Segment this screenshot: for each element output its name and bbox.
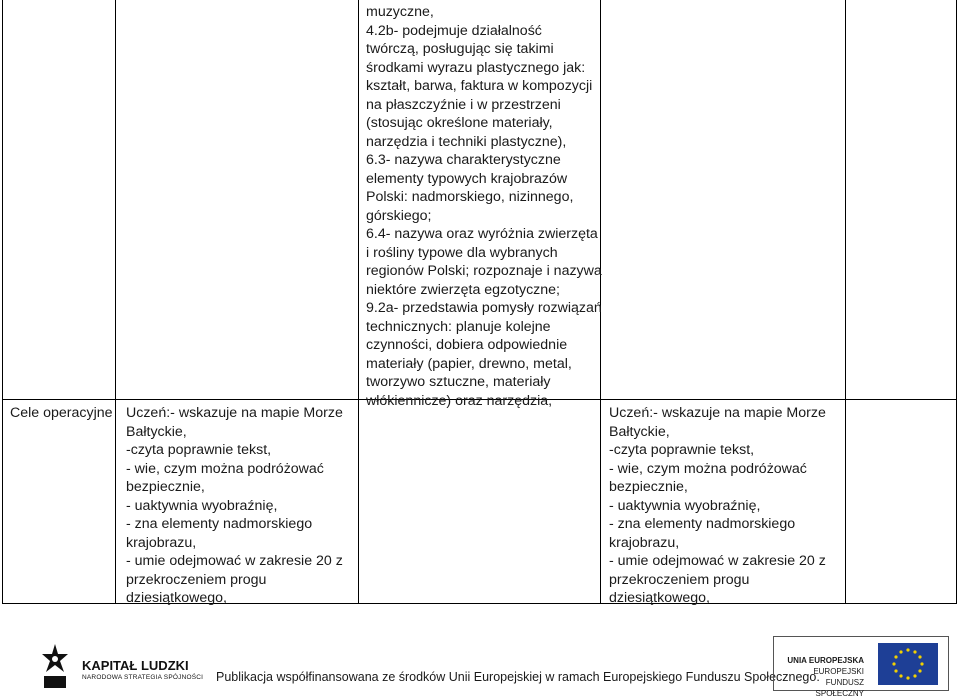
table-col-divider-1 bbox=[115, 0, 116, 604]
row-label-cele-operacyjne: Cele operacyjne bbox=[10, 405, 113, 421]
document-table bbox=[2, 0, 958, 604]
table-border-right bbox=[956, 0, 957, 604]
upper-cell-curriculum-text: muzyczne, 4.2b- podejmuje działalność twórczą, posługując się takimi środkami wyrazu plastycznego jak: kształt, barwa, faktura w kompozycji na płaszczyźnie i w przestrzeni (stosując określone materiały, narzędzia i techniki plastyczne), 6.3- nazywa charakterystyczne elementy typowych krajobrazów Polski: nadmorskiego, nizinnego, górskiego; 6.4- nazywa oraz wyróżnia zwierzęta i rośliny typowe dla wybranych regionów Polski; rozpoznaje i nazywa niektóre zwierzęta egzotyczne; 9.2a- przedstawia pomysły rozwiązań technicznych: planuje kolejne czynności, dobiera odpowiednie materiały (papier, drewno, metal, tworzywo sztuczne, materiały włókiennicze) oraz narzędzia, bbox=[366, 4, 602, 409]
eu-logo-line1: UNIA EUROPEJSKA bbox=[787, 656, 864, 665]
cell-objectives-left: Uczeń:- wskazuje na mapie Morze Bałtyckie, -czyta poprawnie tekst, - wie, czym można podróżować bezpiecznie, - uaktywnia wyobraźnię, - zna elementy nadmorskiego krajobrazu, - umie odejmować w zakresie 20 z przekroczeniem progu dziesiątkowego, bbox=[126, 405, 343, 606]
table-border-left bbox=[2, 0, 3, 604]
footer-publication-note: Publikacja współfinansowana ze środków Unii Europejskiej w ramach Europejskiego Funduszu Społecznego. bbox=[216, 670, 820, 684]
eu-flag-icon bbox=[878, 643, 938, 685]
kapital-ludzki-subtitle: NARODOWA STRATEGIA SPÓJNOŚCI bbox=[82, 674, 204, 681]
eu-logo-line3: FUNDUSZ SPOŁECZNY bbox=[815, 678, 864, 698]
kapital-ludzki-title: KAPITAŁ LUDZKI bbox=[82, 658, 189, 673]
eu-logo-text bbox=[784, 655, 864, 699]
table-col-divider-4 bbox=[845, 0, 846, 604]
eu-logo-line2: EUROPEJSKI bbox=[813, 667, 864, 676]
kapital-ludzki-logo bbox=[40, 640, 204, 692]
kapital-ludzki-star-icon bbox=[40, 642, 70, 688]
eu-logo bbox=[773, 636, 949, 698]
table-col-divider-2 bbox=[358, 0, 359, 604]
cell-objectives-right: Uczeń:- wskazuje na mapie Morze Bałtyckie, -czyta poprawnie tekst, - wie, czym można podróżować bezpiecznie, - uaktywnia wyobraźnię, - zna elementy nadmorskiego krajobrazu, - umie odejmować w zakresie 20 z przekroczeniem progu dziesiątkowego, bbox=[609, 405, 826, 606]
